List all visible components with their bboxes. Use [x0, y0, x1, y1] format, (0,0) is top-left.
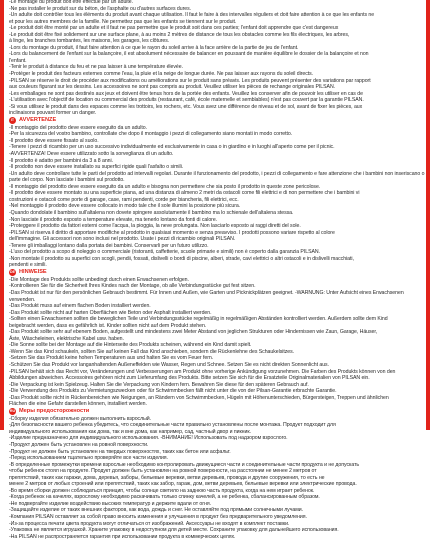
warning-line: -Les emballages ne sont pas destinés aux jeux et doivent être tenus hors de la portée des enfants. Veuillez les conserver afin de pouvoir les utiliser en cas de [9, 90, 363, 97]
warning-line: -Во время сборки должен соблюдаться принцип, чтобы солнце светило на заднюю часть продукта, когда на нем играет ребенок. [9, 487, 315, 494]
warning-line: -Proteggere il prodotto da fattori esterni come l'acqua, la pioggia, la neve prolungata. Non lasciarlo esposto ai raggi diretti del sole. [9, 223, 301, 230]
warning-line: -Il prodotto deve essere montato su una superficie piana, ad una distanza di almeno 2 metri da ostacoli come fili elettrici e di non permettere che i bambini vi [9, 190, 360, 197]
warning-line: -Tenere gli imballaggi lontano dalla portata dei bambini. Conservarli per un futuro utilizzo. [9, 242, 209, 249]
warning-line: Äste, Wäscheleinen, elektrische Kabel usw. haben. [9, 335, 124, 342]
warning-line: -Сборку изделия обязательно должен выполнить взрослый. [9, 415, 151, 422]
warning-line: -AVVERTENZA! Deve essere utilizzato sotto la sorveglianza di un adulto. [9, 151, 174, 158]
section-title: Меры предосторожности [19, 408, 90, 415]
warning-line: -PILSAN se réserve le droit de procéder aux modifications ou améliorations sur le produit sans préavis. Les produits peuvent présenter des variations par rapport [9, 77, 371, 84]
warning-line: -Продукт не должен быть установлен на твердых поверхностях, таких как бетон или асфальт. [9, 448, 231, 455]
warning-line: -Ne pas installer le produit sur du béton, de l'asphalte ou d'autres surfaces dures. [9, 5, 192, 12]
warning-line: -Il prodotto non deve essere installato su superfici rigide quali l'asfalto o simili. [9, 164, 184, 171]
warning-line: чтобы ребенок стоял на продукте. Продукт должен быть установлен на ровной поверхности, на расстоянии не менее 2 метров от [9, 468, 317, 475]
warning-line: -Die Montage des Produkts sollte unbedingt durch einen Erwachsenen erfolgen. [9, 276, 189, 283]
section-it [9, 117, 425, 269]
warning-line: -Die Verwendung des Produkts zu Vermietungszwecken oder für Schwimmbecken fällt nicht unter die von der Pilsan-Garantie erbrachte Garantie. [9, 388, 337, 395]
warning-line: -Un adulto deve controllare tutte le parti del prodotto ad intervalli regolari. Durante il funzionamento del prodotto, i pezzi di collegamento e fare attenzione che i bambini non inseriscano o [9, 170, 425, 177]
section-heading [9, 117, 421, 124]
warning-line: -В определенные промежутки времени взрослые необходимо контролировать движущиеся части и соединительные части продукта и не допускать [9, 461, 360, 468]
section-ru [9, 408, 421, 540]
warning-line: -Das Produkt sollte sehr auf ebenem Boden, aufgestellt und mindestens zwei Meter Abstand von jeglichen Strukturen oder Hindernissen wie Zaun, Garage, Häuser, [9, 329, 378, 336]
warning-line: -Перед использованием тщательно проверяйте все части изделия. [9, 455, 168, 462]
warning-line: -Защищайте изделие от таких внешних факторов, как вода, дождь и снег. Не оставляйте под прямыми солнечными лучами. [9, 507, 303, 514]
warning-line: -Das Produkt sollte nicht in Rückenbereichen wie Neigungen, an Rändern von Schwimmbecken, Hügeln mit Höhenunterschieden, Bürgersteigen, Treppen und ähnlichen [9, 394, 389, 401]
language-flag-icon: IT [10, 118, 15, 123]
language-flag-icon: RU [9, 409, 16, 414]
warning-line: -Из-за процесса печати цвета продукта могут отличаться от изображений. Аксессуары не входят в комплект поставки. [9, 520, 290, 527]
warning-line: Flächen die eine Gefahr darstellen können, installiert werden. [9, 401, 147, 408]
warning-line: -PILSAN si riserva il diritto di apportare modifiche al prodotto in qualsiasi momento e senza preavviso. I prodotti possono variare rispetto al colore [9, 229, 335, 236]
warnings-content [9, 0, 425, 540]
warning-line: -Продукт должен быть установлен на ровной поверхности. [9, 442, 149, 448]
warning-line: -Не подвергайте изделие воздействию высоких температур и держите вдали от огня. [9, 500, 212, 507]
warning-line: -Das Produkt ist nur für den persönlichen Gebrauch bestimmt. Für Innen und Außen, wie Garten und Picknickplätzen geeignet. -WARNUNG: Unter Aufsicht eines Erwachsenen [9, 289, 404, 296]
warning-line: -Schützen Sie das Produkt vor langanhaltenden Außeneffekten wie Wasser, Regen und Schnee. Setzen Sie es nicht direkten Sonnenlicht aus. [9, 361, 329, 368]
warning-line: -Tenir le produit à distance du feu et ne pas laisser à une température élevée. [9, 64, 183, 71]
warning-line: -L'utilisation avec l'objectif de location ou commercial des produits (restaurant, café, école maternelle et semblables) n'est pas couvert par la garantie PILSAN. [9, 97, 364, 104]
warning-line: -Si vous utilisez le produit dans des espaces comme les trottoirs, les rochers, etc. Vous avez une différence de niveau et de sol, avant de fixer les pièces, aux [9, 103, 363, 110]
warning-line: -Lors du balancement de l'enfant sur la balançoire, il est absolument nécessaire de balancer en poussant de manière équilibre le dossier de la balançoire et non [9, 51, 369, 58]
warning-line: pendenti e simili. [9, 262, 47, 269]
language-flag-icon: DE [10, 270, 15, 275]
warning-line: -Изделие предназначено для индивидуального использования. -ВНИМАНИЕ! Использовать под надзором взрослого. [9, 435, 288, 442]
warning-line: -Il prodotto deve essere fissato al suolo. [9, 137, 99, 144]
warning-line: -Le montage du produit doit être effectué par un adulte. [9, 0, 133, 5]
warning-line: -Il montaggio del prodotto deve essere eseguito da un adulto e bisogna non permettere che sia posto il prodotto in queste zone pericolose. [9, 183, 321, 190]
warning-line: -Non montate il prodotto su superfici con scogli, pendii, fossati, dislivelli o bordi di piscine, alberi, strade, cavi elettrici o altri ostacoli e in dislivelli macchiati, [9, 255, 354, 262]
warning-line: -Il prodotto è adatto per bambini da 3 a 8 anni. [9, 157, 114, 164]
warning-line: et pour les autres membres de la famille. Ne permettez pas que les enfants se tiennent sur le produit. [9, 18, 237, 25]
warning-line: -Wenn Sie das Kind schaukeln, sollten Sie auf keinen Fall das Kind anschieben, sondern die Rückenlehne des Schaukelsitzes. [9, 348, 295, 355]
warning-line: -Kontrollieren Sie für die Sicherheit Ihres Kindes nach der Montage, ob alle Verbindungsstücke gut fest sitzen. [9, 283, 256, 290]
section-fr [9, 0, 421, 117]
warning-line: costruzioni e ostacoli come porte di garage, case, rami pendenti, corde per biancheria, fili elettrici, ecc. [9, 196, 239, 203]
section-heading [9, 269, 421, 276]
warning-line: -Un adulte doit contrôler tous les éléments du produit avant chaque utilisation. Il faut le faire à des intervalles réguliers et doit faire attention à ce que les enfants ne [9, 12, 375, 19]
warning-line: -L'uso del prodotto a scopo di noleggio o commerciale (ristoranti, caffetterie, scuole primarie e simili) non è coperto dalla garanzia PILSAN. [9, 249, 320, 256]
warning-line: препятствий, таких как гаражи, дома, деревья, заборы, бельевые веревки, ветви деревьев, провода и другие сооружения, то есть не [9, 474, 325, 481]
warning-line: менее 2 метров от любых строений или препятствий, таких как забор, гараж, дом, ветви деревьев, бельевые веревки или электрические провода. [9, 481, 357, 488]
warning-line: -Le produit doit être monté par un adulte et il faut ne pas permettre que le produit soit dans ces parties; l'enfant doit apprendre que c'est dangereux [9, 25, 339, 32]
warning-line: aux couleurs figurant sur les dessins. Les accessoires ne sont pas compris au produit. Veuillez utiliser les pièces de rechange originales PILSAN. [9, 84, 336, 91]
warning-line: -Компания PILSAN оставляет за собой право вносить изменения и улучшения в продукт без предварительного уведомления. [9, 514, 307, 521]
warning-line: -PILSAN behält sich das Recht vor, Veränderungen und Verbesserungen am Produkt ohne vorherige Ankündigung vorzunehmen. Die Farben des Produkts können von den [9, 368, 396, 375]
section-title: AVVERTENZE [19, 117, 57, 124]
warning-line: индивидуального использования как дома, так и вне дома, как например, сад, частный двор и пикник. [9, 428, 251, 435]
warning-line: -Per la sicurezza del vostro bambino, controllate che dopo il montaggio i pezzi di collegamento siano montati in modo corretto. [9, 131, 293, 138]
section-title: HINWEISE [19, 269, 47, 276]
warning-line: -Sollten einen Erwachsenen sollten die beweglichen Teile und Verbindungsstücke regelmäßig in regelmäßigen Abständen kontrolliert werden. Außerdem sollte dem Kind [9, 316, 388, 323]
warning-line: à linge, les branches tombantes, les maisons, les garages, les clôtures. [9, 38, 170, 45]
warning-line: -Das Produkt muss auf einem flachen Boden installiert werden. [9, 303, 151, 310]
warning-line: -Das Produkt sollte nicht auf harten Oberflächen wie Beton oder Asphalt installiert werden. [9, 309, 212, 316]
section-heading [9, 408, 421, 415]
warning-line: -Il montaggio del prodotto deve essere eseguito da un adulto. [9, 124, 147, 131]
section-de [9, 269, 421, 407]
warning-line: -Nel montaggio il prodotto deve essere collocato in modo tale che il sole illumini la posizione più sicura. [9, 203, 241, 210]
warning-line: -Non lasciate il prodotto esposto a temperature elevate, ma tenerlo lontano da fonti di calore. [9, 216, 218, 223]
warning-line: parte del corpo. Non lasciate i bambini sul prodotto. [9, 177, 125, 184]
warning-line: inclinaisons pouvant former un danger. [9, 110, 97, 117]
warning-line: -Die Verpackung ist kein Spielzeug. Halten Sie die Verpackung von Kindern fern. Bewahren Sie diese für den späteren Gebrauch auf. [9, 381, 309, 388]
warning-line: -Setzen Sie das Produkt keine hohen Temperaturen aus und halten Sie es vom Feuer fern. [9, 355, 214, 362]
warning-line: Abbildungen abweichen. Accessoires gehören nicht zum Lieferumfang des Produkts. Bitte setzen Sie sich für die Ersatzteile Originalmaterialien von PILSAN ein. [9, 375, 370, 382]
warning-line: l'enfant. [9, 57, 27, 64]
warning-line: verwenden. [9, 296, 36, 303]
warning-line: -Упаковка не является игрушкой. Храните упаковку в недоступном для детей месте. Сохраните упаковку для дальнейшего использования. [9, 527, 339, 534]
warning-line: -Когда ребенок на качелях, взрослому необходимо раскачивать только спинку качелей, а не ребенка, сбалансированным образом. [9, 494, 320, 501]
warning-line: -На PILSAN не распространяется гарантия при использовании продукта в коммерческих целях. [9, 533, 236, 540]
warning-line: -Для безопасности вашего ребенка убедитесь, что соединительные части правильно установлены после монтажа. Продукт подходит для [9, 422, 336, 429]
warning-line: -Protéger le produit des facteurs externes comme l'eau, la pluie et la neige de longue durée. Ne pas laisser aux rayons du soleil directs. [9, 71, 314, 78]
warning-line: beigebracht werden, dass es gefährlich ist. Kinder sollten nicht auf dem Produkt stehen. [9, 322, 207, 329]
warning-line: dell'immagine. Gli accessori non sono inclusi nel prodotto. Usate i pezzi di ricambio originali PILSAN. [9, 236, 236, 243]
warning-line: -Tenere i pezzi di ricambio per un uso successivo individualmente ed esclusivamente in casa o in giardino e in luoghi all'aperto come per il picnic. [9, 144, 335, 151]
warning-line: -Le produit doit être fixé solidement sur une surface plane, à au moins 2 mètres de distance de tous les obstacles comme les fils électriques, les arbres, [9, 31, 350, 38]
warning-line: -Lors du montage du produit, il faut faire attention à ce que le rayon du soleil arrive à la face arrière de la partie de jeu de l'enfant. [9, 44, 299, 51]
warning-line: -Die Sonne sollte bei der Montage auf die Hinterseite des Produkts scheinen, während ein Kind damit spielt. [9, 342, 252, 349]
warning-line: -Quando dondolate il bambino sull'altalena non dovete spingere assolutamente il bambino ma lo schienale dell'altalena stessa. [9, 209, 294, 216]
